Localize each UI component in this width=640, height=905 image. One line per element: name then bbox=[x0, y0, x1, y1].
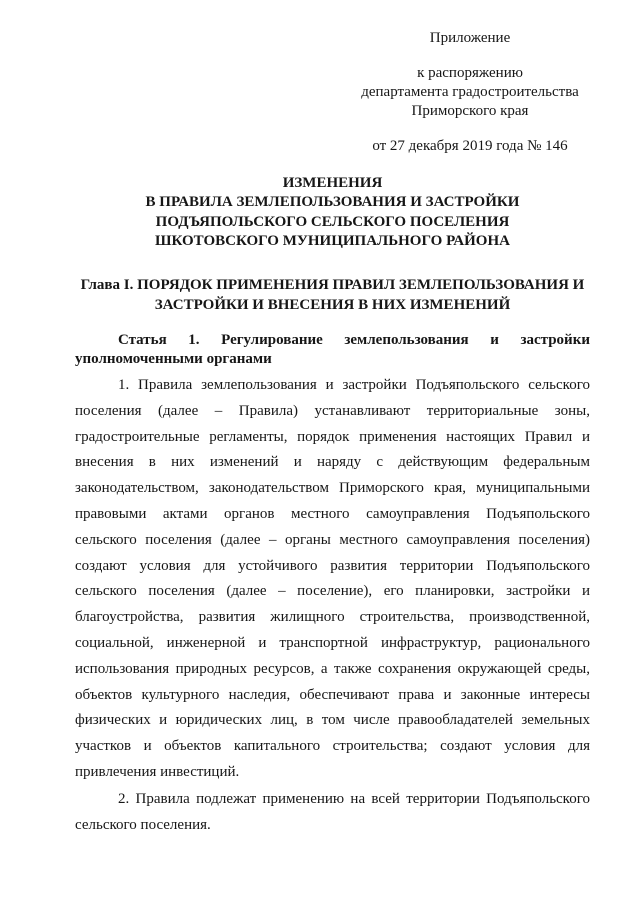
paragraph-line: законодательством, законодательством Приморского края, муниципальными bbox=[75, 480, 590, 497]
paragraph-line: поселения (далее – Правила) устанавливают территориальные зоны, bbox=[75, 402, 590, 419]
paragraph-2 bbox=[75, 787, 590, 839]
document-title bbox=[62, 174, 603, 251]
order-reference-line: департамента градостроительства bbox=[361, 84, 579, 100]
order-reference-line: Приморского края bbox=[411, 103, 529, 119]
title-line: ИЗМЕНЕНИЯ bbox=[282, 175, 383, 191]
chapter-heading bbox=[62, 275, 603, 315]
appendix-label: Приложение bbox=[429, 30, 511, 46]
chapter-heading-line: ЗАСТРОЙКИ И ВНЕСЕНИЯ В НИХ ИЗМЕНЕНИЙ bbox=[154, 297, 511, 313]
paragraph-line: градостроительные регламенты, порядок применения настоящих Правил и bbox=[75, 428, 590, 445]
title-line: ШКОТОВСКОГО МУНИЦИПАЛЬНОГО РАЙОНА bbox=[155, 232, 510, 249]
paragraph-line: социальной, инженерной и транспортной инфраструктур, рационального bbox=[75, 634, 590, 651]
title-line: ПОДЪЯПОЛЬСКОГО СЕЛЬСКОГО ПОСЕЛЕНИЯ bbox=[155, 213, 510, 230]
order-date: от 27 декабря 2019 года № 146 bbox=[372, 138, 568, 154]
paragraph-line: привлечения инвестиций. bbox=[75, 763, 240, 780]
title-line: В ПРАВИЛА ЗЕМЛЕПОЛЬЗОВАНИЯ И ЗАСТРОЙКИ bbox=[145, 194, 520, 211]
article-heading-line: уполномоченными органами bbox=[75, 351, 272, 367]
order-reference-line: к распоряжению bbox=[417, 65, 523, 81]
paragraph-line: создают условия для устойчивого развития территории Подъяпольского bbox=[75, 557, 590, 574]
article-heading bbox=[75, 331, 590, 369]
paragraph-line: сельского поселения. bbox=[75, 816, 211, 833]
order-reference bbox=[350, 64, 590, 121]
paragraph-line: физических и юридических лиц, в том числе правообладателей земельных bbox=[75, 712, 590, 729]
paragraph-line: правовыми актами органов местного самоуправления Подъяпольского bbox=[75, 505, 590, 522]
paragraph-line: сельского поселения (далее – поселение), его планировки, застройки и bbox=[75, 583, 590, 600]
paragraph-line: благоустройства, развития жилищного строительства, производственной, bbox=[75, 609, 590, 626]
paragraph-1 bbox=[75, 373, 590, 786]
paragraph-line: 1. Правила землепользования и застройки Подъяпольского сельского bbox=[118, 377, 590, 393]
chapter-heading-line: Глава I. ПОРЯДОК ПРИМЕНЕНИЯ ПРАВИЛ ЗЕМЛЕПОЛЬЗОВАНИЯ И bbox=[80, 277, 585, 293]
paragraph-line: 2. Правила подлежат применению на всей территории Подъяпольского bbox=[118, 791, 590, 807]
paragraph-line: использования природных ресурсов, а также сохранения окружающей среды, bbox=[75, 660, 590, 677]
paragraph-line: внесения в них изменений и наряду с действующим федеральным bbox=[75, 454, 590, 471]
paragraph-line: участков и объектов капитального строительства; создают условия для bbox=[75, 738, 590, 755]
article-heading-line: Статья 1. Регулирование землепользования и застройки bbox=[118, 332, 590, 348]
paragraph-line: сельского поселения (далее – органы местного самоуправления поселения) bbox=[75, 531, 590, 548]
paragraph-line: объектов культурного наследия, обеспечивают права и законные интересы bbox=[75, 686, 590, 703]
